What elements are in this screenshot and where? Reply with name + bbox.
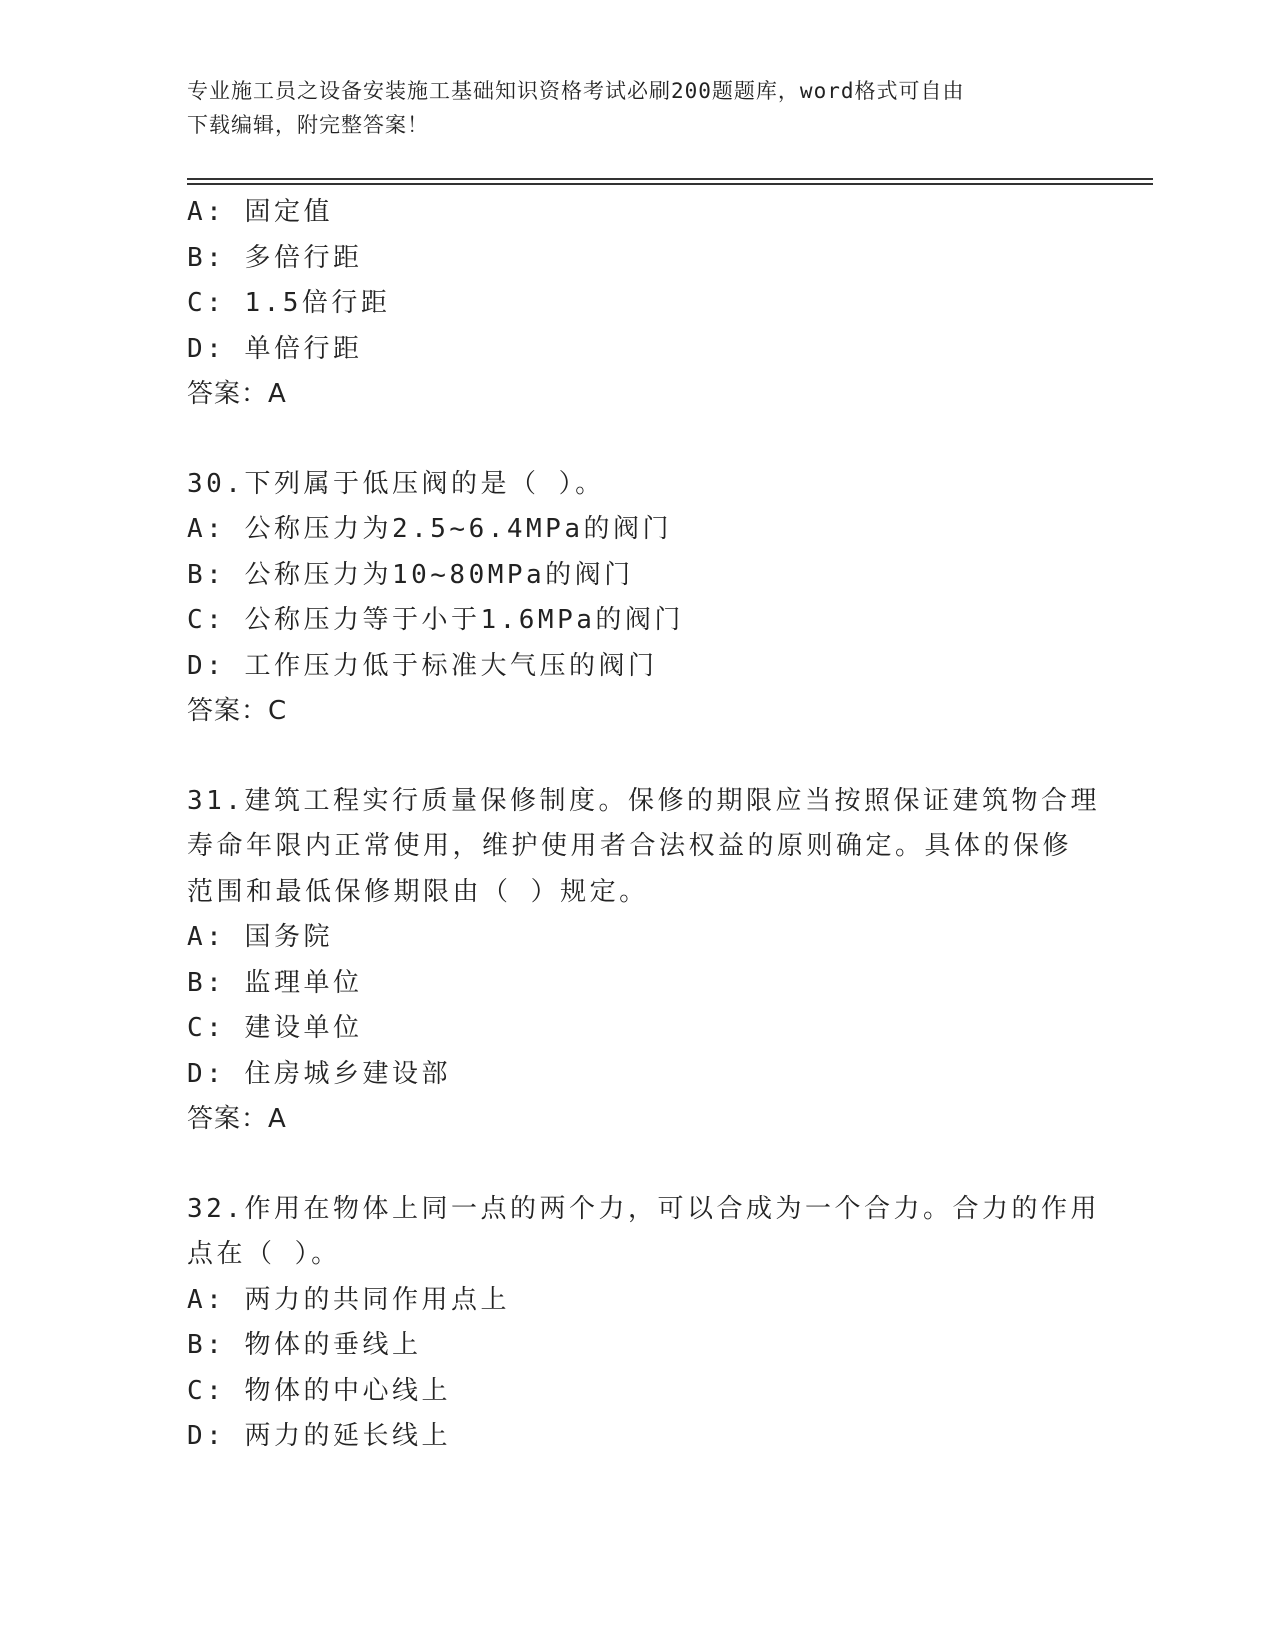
- option-a: A: 国务院: [187, 922, 333, 952]
- option-b: B: 监理单位: [187, 967, 363, 998]
- option-d: D: 住房城乡建设部: [187, 1058, 451, 1089]
- question-text-line-3: 范围和最低保修期限由（ ）规定。: [187, 876, 649, 907]
- answer-line: 答案：A: [187, 1104, 287, 1134]
- answer-line: 答案：A: [187, 379, 287, 409]
- option-c: C: 建设单位: [187, 1013, 363, 1043]
- option-a: A: 两力的共同作用点上: [187, 1284, 510, 1315]
- option-d: D: 工作压力低于标准大气压的阀门: [187, 650, 658, 681]
- option-c: C: 物体的中心线上: [187, 1375, 451, 1406]
- option-d: D: 单倍行距: [187, 333, 363, 364]
- question-text-line-2: 寿命年限内正常使用，维护使用者合法权益的原则确定。具体的保修: [187, 831, 1073, 861]
- option-b: B: 公称压力为10~80MPa的阀门: [187, 559, 634, 590]
- option-b: B: 多倍行距: [187, 242, 363, 273]
- option-a: A: 公称压力为2.5~6.4MPa的阀门: [187, 514, 672, 544]
- question-block-29: [187, 190, 1087, 418]
- option-c: C: 1.5倍行距: [187, 288, 391, 318]
- spacer: [187, 735, 1087, 779]
- question-text-line-2: 点在（ ）。: [187, 1239, 341, 1269]
- question-text-line-1: 32.作用在物体上同一点的两个力，可以合成为一个合力。合力的作用: [187, 1193, 1100, 1224]
- question-block-30: [187, 462, 1087, 735]
- header-divider-top: [187, 178, 1153, 180]
- spacer: [187, 1143, 1087, 1187]
- question-block-31: [187, 779, 1100, 1143]
- question-text: 30.下列属于低压阀的是（ ）。: [187, 468, 605, 499]
- header-divider-bottom: [187, 183, 1153, 185]
- answer-line: 答案：C: [187, 696, 288, 726]
- question-text-line-1: 31.建筑工程实行质量保修制度。保修的期限应当按照保证建筑物合理: [187, 785, 1100, 816]
- document-header: [187, 74, 1067, 142]
- header-title-line-1: 专业施工员之设备安装施工基础知识资格考试必刷200题题库，word格式可自由: [187, 79, 965, 103]
- option-b: B: 物体的垂线上: [187, 1330, 422, 1360]
- spacer: [187, 418, 1087, 462]
- option-a: A: 固定值: [187, 197, 333, 227]
- option-c: C: 公称压力等于小于1.6MPa的阀门: [187, 605, 684, 635]
- option-d: D: 两力的延长线上: [187, 1421, 451, 1451]
- header-title-line-2: 下载编辑，附完整答案！: [187, 113, 429, 137]
- question-list: [187, 190, 1100, 1460]
- question-block-32: [187, 1187, 1100, 1460]
